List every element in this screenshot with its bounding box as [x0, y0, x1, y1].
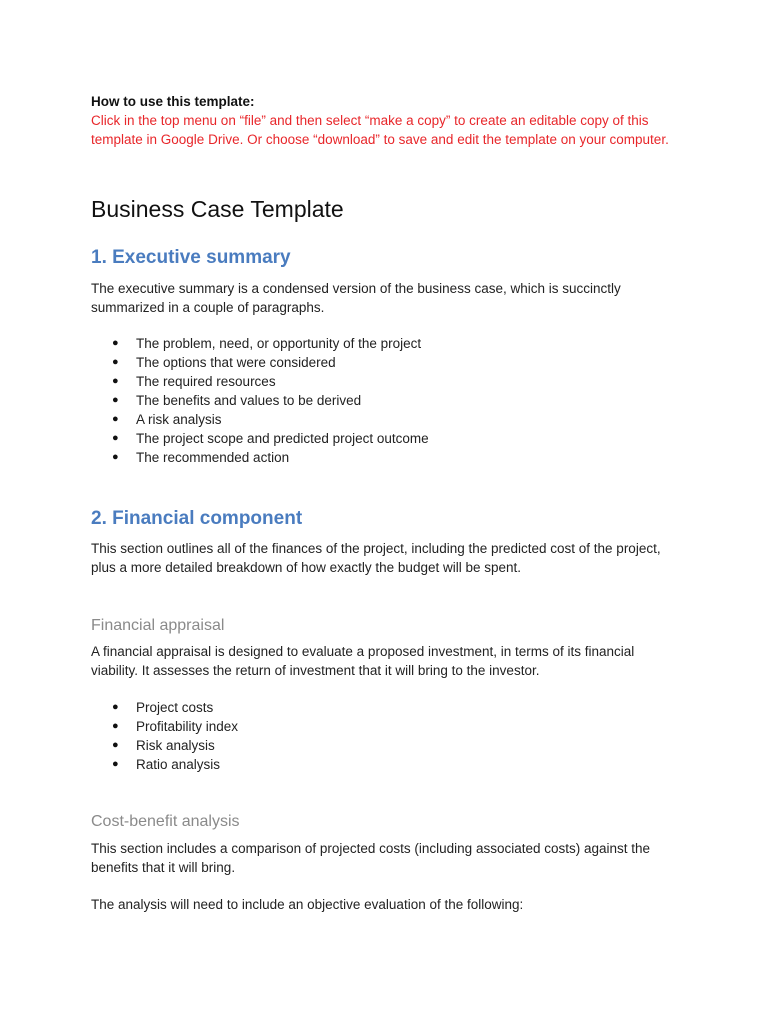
list-item: ● Risk analysis [112, 738, 215, 753]
list-item: ● The recommended action [112, 450, 290, 465]
financial-appraisal-list [112, 698, 238, 774]
cost-benefit-body: This section includes a comparison of projected costs (including associated costs) against the benefits that it will bring. [91, 841, 651, 875]
section-heading-financial-component: 2. Financial component [91, 508, 303, 529]
document-title: Business Case Template [91, 196, 344, 222]
bullet-icon: ● [112, 720, 119, 732]
section-heading-executive-summary: 1. Executive summary [91, 247, 291, 268]
list-item: ● The benefits and values to be derived [112, 393, 362, 408]
subsection-heading-financial-appraisal: Financial appraisal [91, 617, 225, 634]
bullet-icon: ● [112, 413, 119, 425]
list-item: ● Profitability index [112, 719, 239, 734]
list-item: ● The problem, need, or opportunity of the project [112, 336, 422, 351]
executive-summary-intro: The executive summary is a condensed version of the business case, which is succinctly summarized in a couple of paragraphs. [91, 281, 621, 315]
bullet-icon: ● [112, 701, 119, 713]
bullet-icon: ● [112, 451, 119, 463]
cost-benefit-evaluation-note: The analysis will need to include an objective evaluation of the following: [91, 897, 524, 912]
executive-summary-list [112, 334, 429, 467]
financial-appraisal-body: A financial appraisal is designed to evaluate a proposed investment, in terms of its financial viability. It assesses the return of investment that it will bring to the investor. [91, 644, 635, 678]
bullet-icon: ● [112, 375, 119, 387]
how-to-heading: How to use this template: [91, 94, 255, 109]
list-item: ● The options that were considered [112, 355, 336, 370]
bullet-icon: ● [112, 758, 119, 770]
bullet-icon: ● [112, 337, 119, 349]
bullet-icon: ● [112, 739, 119, 751]
subsection-heading-cost-benefit-analysis: Cost-benefit analysis [91, 813, 240, 830]
financial-component-intro: This section outlines all of the finances of the project, including the predicted cost of the project, plus a more detailed breakdown of how exactly the budget will be spent. [91, 541, 661, 575]
list-item: ● The required resources [112, 374, 276, 389]
how-to-instructions: Click in the top menu on “file” and then select “make a copy” to create an editable copy of this template in Google Drive. Or choose “download” to save and edit the template on your computer. [91, 113, 669, 147]
list-item: ● The project scope and predicted project outcome [112, 431, 429, 446]
bullet-icon: ● [112, 432, 119, 444]
list-item: ● Project costs [112, 700, 214, 715]
bullet-icon: ● [112, 394, 119, 406]
list-item: ● A risk analysis [112, 412, 222, 427]
bullet-icon: ● [112, 356, 119, 368]
list-item: ● Ratio analysis [112, 757, 221, 772]
